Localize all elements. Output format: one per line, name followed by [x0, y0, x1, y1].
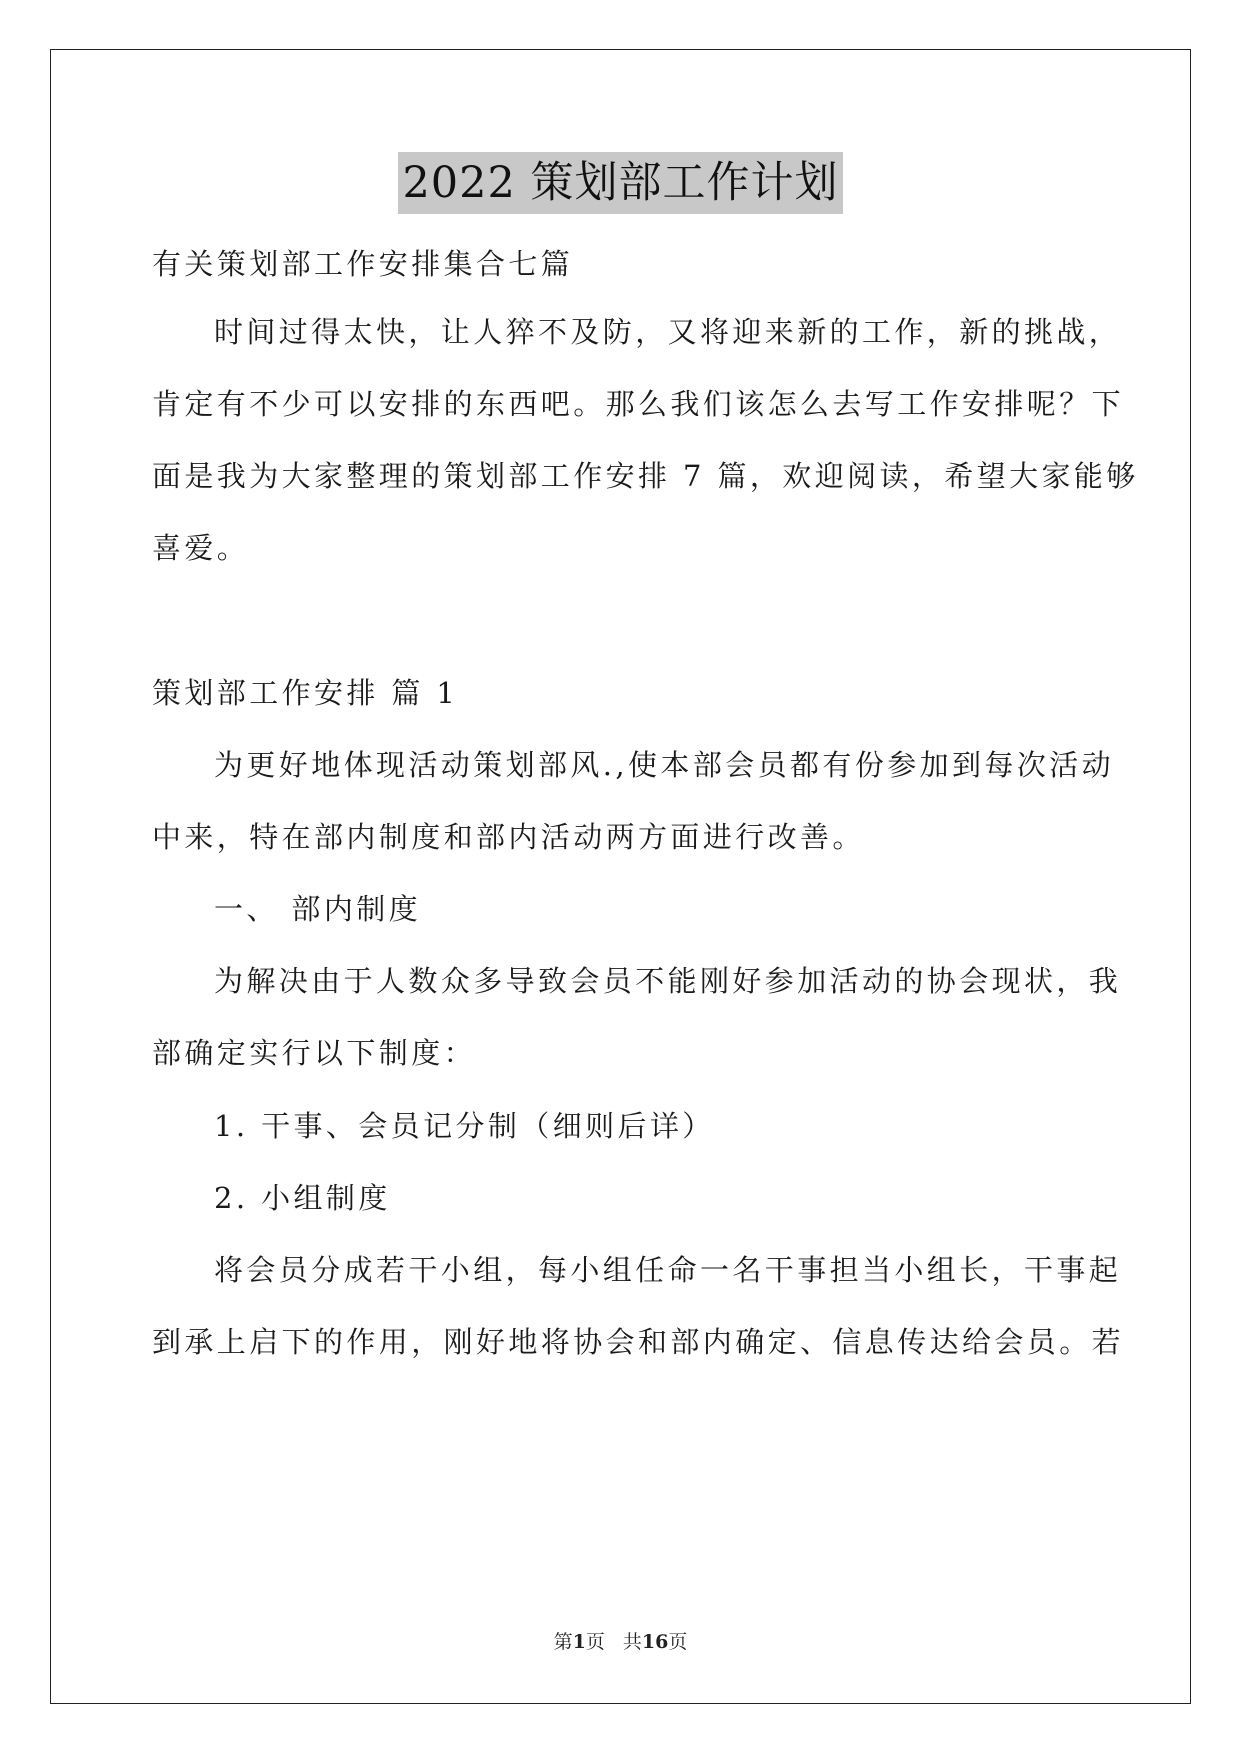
title-container — [0, 152, 1241, 214]
total-suffix: 页 — [668, 1631, 688, 1653]
paragraph-line: 面是我为大家整理的策划部工作安排 7 篇，欢迎阅读，希望大家能够 — [152, 459, 1139, 493]
paragraph-line: 为更好地体现活动策划部风.,使本部会员都有份参加到每次活动 — [214, 748, 1115, 782]
total-pages: 16 — [641, 1631, 669, 1653]
subsection-heading: 一、 部内制度 — [214, 892, 422, 926]
document-title: 2022 策划部工作计划 — [398, 152, 842, 214]
paragraph-line: 为解决由于人数众多导致会员不能刚好参加活动的协会现状，我 — [214, 964, 1122, 998]
paragraph-line: 部确定实行以下制度： — [152, 1036, 477, 1070]
page-prefix: 第 — [553, 1631, 573, 1653]
page-footer — [0, 1627, 1241, 1654]
paragraph-line: 到承上启下的作用，刚好地将协会和部内确定、信息传达给会员。若 — [152, 1325, 1125, 1359]
page-border — [50, 49, 1191, 1704]
paragraph-line: 肯定有不少可以安排的东西吧。那么我们该怎么去写工作安排呢？下 — [152, 387, 1125, 421]
total-pages-indicator — [623, 1631, 687, 1653]
page-number: 1 — [572, 1631, 586, 1653]
paragraph-line: 中来，特在部内制度和部内活动两方面进行改善。 — [152, 820, 865, 854]
document-subtitle: 有关策划部工作安排集合七篇 — [152, 247, 574, 281]
paragraph-line: 将会员分成若干小组，每小组任命一名干事担当小组长，干事起 — [214, 1253, 1122, 1287]
paragraph-line: 时间过得太快，让人猝不及防，又将迎来新的工作，新的挑战， — [214, 315, 1122, 349]
paragraph-line: 喜爱。 — [152, 531, 250, 565]
total-prefix: 共 — [622, 1631, 642, 1653]
page-indicator — [554, 1631, 611, 1653]
list-item: 2. 小组制度 — [214, 1181, 391, 1215]
list-item: 1. 干事、会员记分制（细则后详） — [214, 1109, 715, 1143]
section-heading: 策划部工作安排 篇 1 — [152, 676, 459, 710]
page-suffix: 页 — [585, 1631, 605, 1653]
